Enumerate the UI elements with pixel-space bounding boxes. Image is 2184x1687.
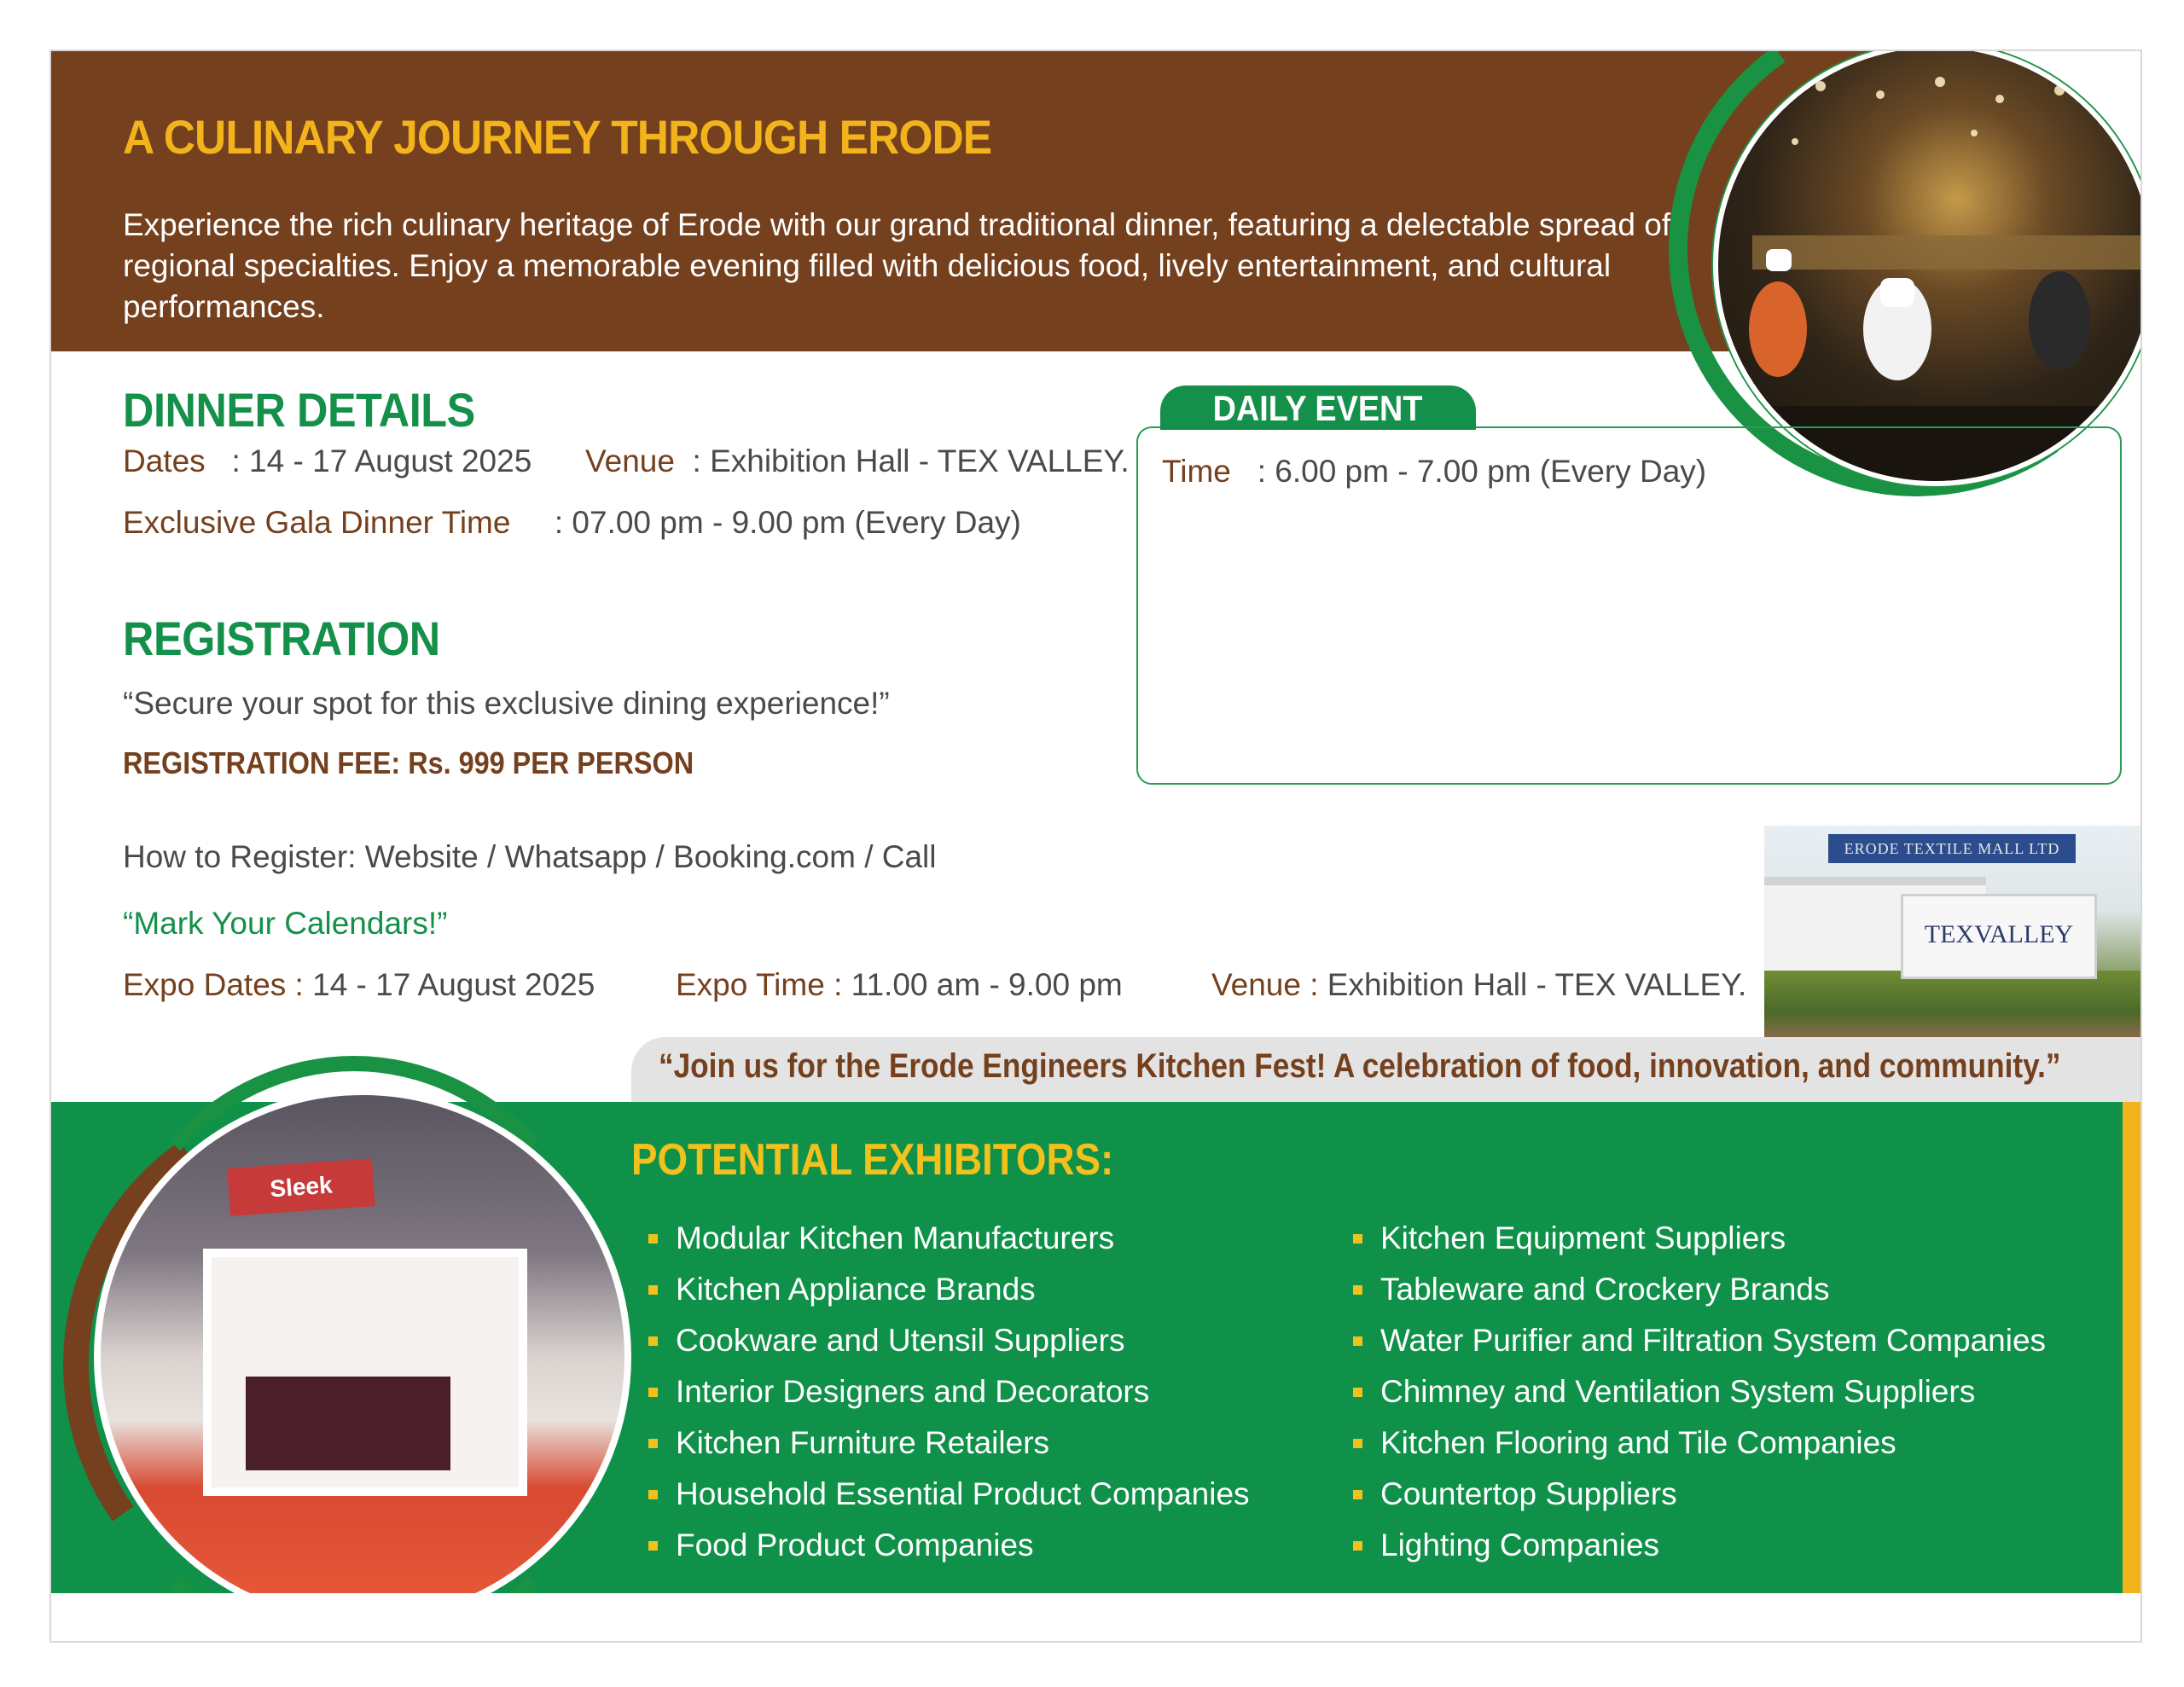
- exhibitor-item: [1336, 1213, 2046, 1264]
- exhibitor-item: [631, 1264, 1250, 1315]
- bottom-strip: [51, 1593, 2142, 1643]
- food-stall-photo: [1713, 49, 2142, 486]
- venue-value: : Exhibition Hall - TEX VALLEY.: [692, 443, 1130, 478]
- tex-valley-building-photo: [1764, 826, 2142, 1037]
- bullet-icon: [1353, 1336, 1362, 1346]
- exhibitor-item: [631, 1417, 1250, 1469]
- kitchen-booth-photo: [94, 1088, 631, 1626]
- top-banner: [51, 51, 1928, 351]
- bullet-icon: [648, 1490, 658, 1499]
- expo-dates-value: 14 - 17 August 2025: [312, 967, 595, 1002]
- expo-dates-row: [123, 967, 595, 1003]
- gala-dinner-row: [123, 505, 1021, 541]
- gala-label: Exclusive Gala Dinner Time: [123, 505, 511, 540]
- bullet-icon: [648, 1336, 658, 1346]
- dates-label: Dates: [123, 443, 206, 478]
- exhibitor-item: [631, 1315, 1250, 1366]
- bullet-icon: [1353, 1490, 1362, 1499]
- exhibitor-item: [1336, 1469, 2046, 1520]
- yellow-edge-accent: [2123, 1102, 2142, 1593]
- building-ground: [1764, 971, 2142, 1037]
- exhibitor-label: Kitchen Appliance Brands: [676, 1272, 1036, 1307]
- exhibitor-label: Kitchen Flooring and Tile Companies: [1380, 1425, 1896, 1460]
- daily-event-title: DAILY EVENT: [1213, 388, 1423, 428]
- quote-banner-text: “Join us for the Erode Engineers Kitchen Fest! A celebration of food, innovation, and community.”: [659, 1047, 2061, 1085]
- exhibitor-item: [1336, 1520, 2046, 1571]
- how-to-register: How to Register: Website / Whatsapp / Booking.com / Call: [123, 839, 937, 874]
- exhibitor-label: Cookware and Utensil Suppliers: [676, 1323, 1125, 1358]
- booth-cabinet: [246, 1377, 450, 1470]
- exhibitors-list-right: [1336, 1213, 2046, 1571]
- building-sign: ERODE TEXTILE MALL LTD: [1828, 834, 2076, 863]
- dinner-venue-row: [585, 443, 1130, 479]
- bullet-icon: [1353, 1388, 1362, 1397]
- expo-time-value: 11.00 am - 9.00 pm: [851, 967, 1123, 1002]
- bullet-icon: [1353, 1234, 1362, 1244]
- exhibitors-title: POTENTIAL EXHIBITORS:: [631, 1135, 1114, 1185]
- flyer: [49, 49, 2142, 1643]
- registration-quote: “Secure your spot for this exclusive dining experience!”: [123, 686, 890, 721]
- exhibitor-label: Interior Designers and Decorators: [676, 1374, 1150, 1409]
- bullet-icon: [648, 1285, 658, 1295]
- daily-time-label: Time: [1162, 454, 1231, 489]
- registration-fee: REGISTRATION FEE: Rs. 999 PER PERSON: [123, 745, 694, 780]
- expo-time-row: [676, 967, 1123, 1003]
- exhibitor-label: Chimney and Ventilation System Suppliers: [1380, 1374, 1976, 1409]
- dinner-dates-row: [123, 443, 531, 479]
- exhibitor-label: Lighting Companies: [1380, 1528, 1660, 1562]
- exhibitor-item: [1336, 1264, 2046, 1315]
- exhibitor-label: Tableware and Crockery Brands: [1380, 1272, 1830, 1307]
- exhibitor-item: [1336, 1417, 2046, 1469]
- daily-event-tab: [1160, 386, 1476, 430]
- exhibitor-item: [1336, 1315, 2046, 1366]
- exhibitor-label: Food Product Companies: [676, 1528, 1034, 1562]
- registration-heading: REGISTRATION: [123, 612, 440, 665]
- expo-dates-label: Expo Dates :: [123, 967, 304, 1002]
- bullet-icon: [1353, 1439, 1362, 1448]
- exhibitor-label: Kitchen Equipment Suppliers: [1380, 1220, 1786, 1255]
- bullet-icon: [648, 1541, 658, 1551]
- texvalley-board: TEXVALLEY: [1901, 894, 2097, 979]
- expo-venue-row: [1211, 967, 1746, 1003]
- bullet-icon: [1353, 1285, 1362, 1295]
- daily-event-time-row: [1162, 454, 1706, 490]
- exhibitor-label: Kitchen Furniture Retailers: [676, 1425, 1050, 1460]
- exhibitor-label: Modular Kitchen Manufacturers: [676, 1220, 1115, 1255]
- exhibitor-item: [631, 1366, 1250, 1417]
- venue-label: Venue: [585, 443, 675, 478]
- bullet-icon: [648, 1439, 658, 1448]
- gala-value: : 07.00 pm - 9.00 pm (Every Day): [554, 505, 1021, 540]
- exhibitor-label: Countertop Suppliers: [1380, 1476, 1677, 1511]
- exhibitor-label: Water Purifier and Filtration System Companies: [1380, 1323, 2047, 1358]
- bullet-icon: [1353, 1541, 1362, 1551]
- dinner-details-heading: DINNER DETAILS: [123, 383, 475, 437]
- expo-venue-value: Exhibition Hall - TEX VALLEY.: [1327, 967, 1747, 1002]
- bullet-icon: [648, 1234, 658, 1244]
- booth-logo: Sleek: [227, 1158, 375, 1216]
- exhibitor-item: [631, 1520, 1250, 1571]
- exhibitor-item: [1336, 1366, 2046, 1417]
- dates-value: : 14 - 17 August 2025: [231, 443, 532, 478]
- bullet-icon: [648, 1388, 658, 1397]
- main-title: A CULINARY JOURNEY THROUGH ERODE: [123, 110, 992, 164]
- mark-calendars: “Mark Your Calendars!”: [123, 906, 448, 941]
- exhibitor-item: [631, 1469, 1250, 1520]
- main-description: Experience the rich culinary heritage of Erode with our grand traditional dinner, featuring a delectable spread of regional specialties. Enjoy a memorable evening filled with delicious food, lively entertainment, and cultural performances.: [123, 207, 1671, 324]
- expo-time-label: Expo Time :: [676, 967, 843, 1002]
- expo-venue-label: Venue :: [1211, 967, 1319, 1002]
- exhibitor-label: Household Essential Product Companies: [676, 1476, 1250, 1511]
- exhibitor-item: [631, 1213, 1250, 1264]
- daily-time-value: : 6.00 pm - 7.00 pm (Every Day): [1257, 454, 1707, 489]
- exhibitors-list-left: [631, 1213, 1250, 1571]
